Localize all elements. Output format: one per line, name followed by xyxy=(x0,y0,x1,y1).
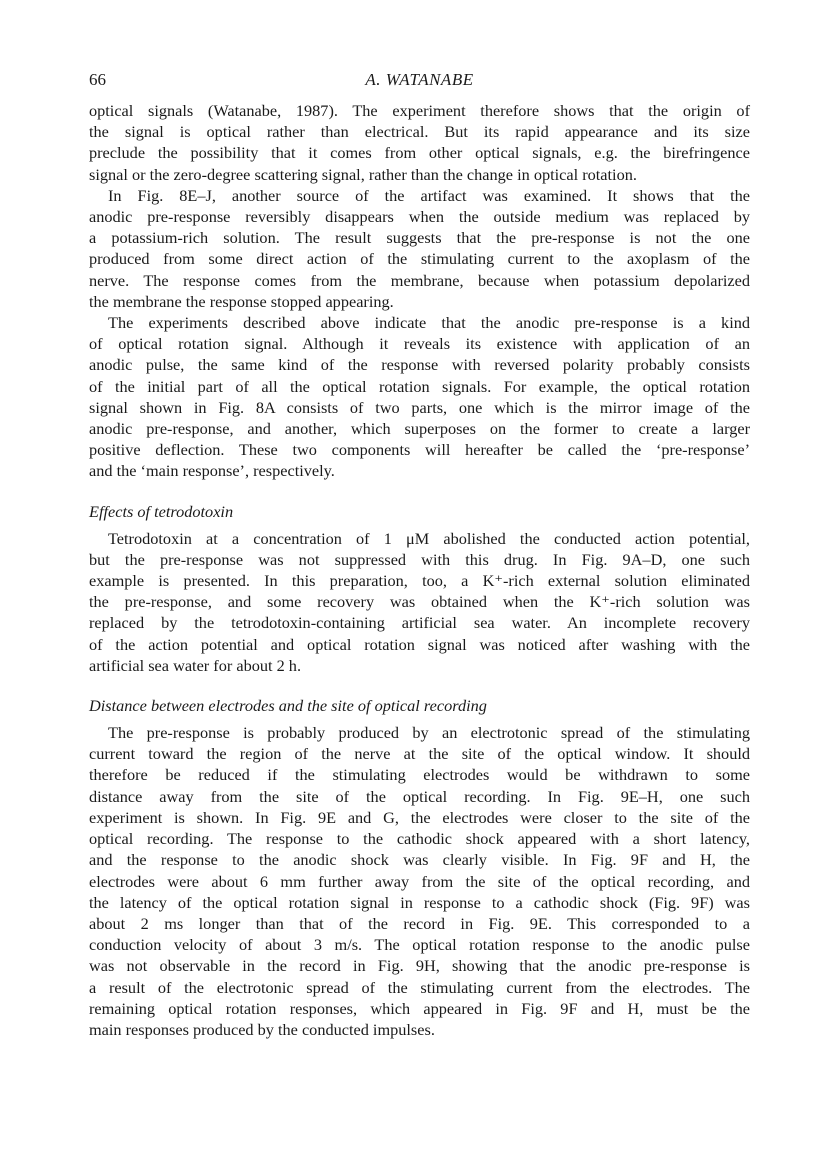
text-line: of the initial part of all the optical rotation signals. For example, the optical rotation xyxy=(89,376,750,396)
paragraph xyxy=(89,100,750,185)
text-line: of optical rotation signal. Although it reveals its existence with application of an xyxy=(89,334,750,354)
paragraph xyxy=(89,722,750,1040)
paragraph xyxy=(89,528,750,676)
text-line: produced from some direct action of the stimulating current to the axoplasm of the xyxy=(89,249,750,269)
text-line: signal shown in Fig. 8A consists of two parts, one which is the mirror image of the xyxy=(89,397,750,417)
text-line: anodic pre-response reversibly disappears when the outside medium was replaced by xyxy=(89,207,750,227)
page xyxy=(89,68,750,1040)
text-line: the pre-response, and some recovery was obtained when the K⁺-rich solution was xyxy=(89,592,750,612)
text-line: current toward the region of the nerve at the site of the optical window. It should xyxy=(89,744,750,764)
text-line: anodic pre-response, and another, which superposes on the former to create a larger xyxy=(89,419,750,439)
text-line: but the pre-response was not suppressed with this drug. In Fig. 9A–D, one such xyxy=(89,549,750,569)
paragraph xyxy=(89,185,750,312)
text-line: example is presented. In this preparation, too, a K⁺-rich external solution eliminated xyxy=(89,571,750,591)
text-line: the membrane the response stopped appearing. xyxy=(89,291,394,311)
text-line: Tetrodotoxin at a concentration of 1 μM abolished the conducted action potential, xyxy=(108,528,750,548)
body-text xyxy=(89,100,750,1040)
text-line: optical recording. The response to the cathodic shock appeared with a short latency, xyxy=(89,829,750,849)
text-line: main responses produced by the conducted impulses. xyxy=(89,1019,435,1039)
text-line: positive deflection. These two components will hereafter be called the ‘pre-response’ xyxy=(89,440,750,460)
text-line: electrodes were about 6 mm further away from the site of the optical recording, and xyxy=(89,871,750,891)
paragraph xyxy=(89,312,750,482)
text-line: replaced by the tetrodotoxin-containing artificial sea water. An incomplete recovery xyxy=(89,613,750,633)
text-line: remaining optical rotation responses, which appeared in Fig. 9F and H, must be the xyxy=(89,998,750,1018)
text-line: and the response to the anodic shock was clearly visible. In Fig. 9F and H, the xyxy=(89,850,750,870)
text-line: experiment is shown. In Fig. 9E and G, the electrodes were closer to the site of the xyxy=(89,807,750,827)
text-line: therefore be reduced if the stimulating electrodes would be withdrawn to some xyxy=(89,765,750,785)
page-number: 66 xyxy=(89,70,106,89)
text-line: In Fig. 8E–J, another source of the artifact was examined. It shows that the xyxy=(108,185,750,205)
text-line: anodic pulse, the same kind of the response with reversed polarity probably consists xyxy=(89,355,750,375)
text-line: nerve. The response comes from the membrane, because when potassium depolarized xyxy=(89,270,750,290)
text-line: about 2 ms longer than that of the record in Fig. 9E. This corresponded to a xyxy=(89,913,750,933)
text-line: optical signals (Watanabe, 1987). The experiment therefore shows that the origin of xyxy=(89,101,750,120)
section-heading: Distance between electrodes and the site of optical recording xyxy=(89,696,487,716)
text-line: was not observable in the record in Fig. 9H, showing that the anodic pre-response is xyxy=(89,956,750,976)
running-head: A. WATANABE xyxy=(365,70,474,89)
text-line: the signal is optical rather than electrical. But its rapid appearance and its size xyxy=(89,122,750,142)
text-line: preclude the possibility that it comes from other optical signals, e.g. the birefringence xyxy=(89,143,750,163)
text-line: distance away from the site of the optical recording. In Fig. 9E–H, one such xyxy=(89,786,750,806)
text-line: signal or the zero-degree scattering signal, rather than the change in optical rotation. xyxy=(89,164,637,184)
text-line: a result of the electrotonic spread of the stimulating current from the electrodes. The xyxy=(89,977,750,997)
text-line: and the ‘main response’, respectively. xyxy=(89,461,335,481)
text-line: artificial sea water for about 2 h. xyxy=(89,655,302,675)
text-line: of the action potential and optical rotation signal was noticed after washing with the xyxy=(89,634,750,654)
text-line: The experiments described above indicate that the anodic pre-response is a kind xyxy=(108,313,750,333)
text-line: a potassium-rich solution. The result suggests that the pre-response is not the one xyxy=(89,228,750,248)
page-header xyxy=(89,68,750,92)
text-line: conduction velocity of about 3 m/s. The optical rotation response to the anodic pulse xyxy=(89,935,750,955)
text-line: The pre-response is probably produced by an electrotonic spread of the stimulating xyxy=(108,723,750,743)
text-line: the latency of the optical rotation signal in response to a cathodic shock (Fig. 9F) was xyxy=(89,892,750,912)
section-heading: Effects of tetrodotoxin xyxy=(89,501,234,521)
